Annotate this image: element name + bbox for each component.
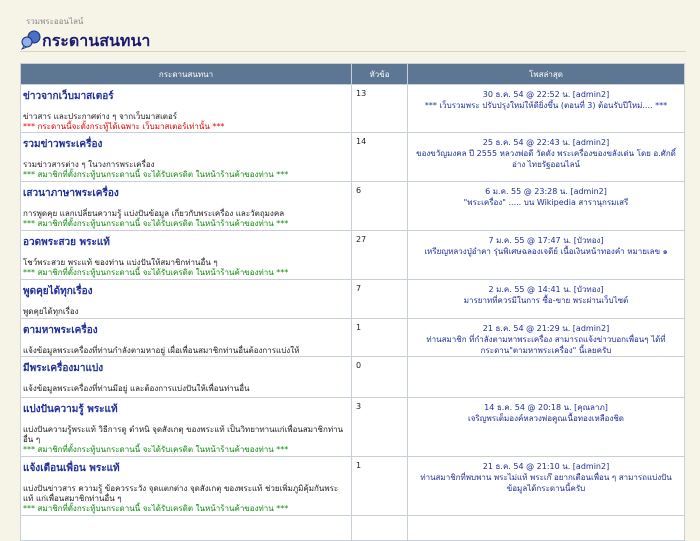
last-post-link[interactable]: ของขวัญมงคล ปี 2555 หลวงพ่อดี วัดดัง พระเครื่องของขลังเด่น โดย อ.ศักดิ์ อ่าง ไทยรัฐออนไลน์ xyxy=(416,149,676,169)
last-post-date[interactable]: 7 ม.ค. 55 @ 17:47 น. [บัวทอง] xyxy=(488,236,604,245)
topic-count: 0 xyxy=(352,357,408,398)
forum-description: แบ่งปันความรู้พระแท้ วิธีการดู ตำหนิ จุดสังเกตุ ของพระแท้ เป็นวิทยาทานแก่เพื่อนสมาชิกท่านอื่น ๆ xyxy=(23,425,344,444)
forum-link-warnings[interactable]: แจ้งเตือนเพื่อน พระแท้ xyxy=(23,463,120,474)
table-row xyxy=(21,280,685,319)
topic-count: 7 xyxy=(352,280,408,319)
forum-description: โชว์พระสวย พระแท้ ของท่าน แบ่งปันให้สมาชิกท่านอื่น ๆ xyxy=(23,258,218,267)
topic-count: 14 xyxy=(352,133,408,182)
table-row xyxy=(21,516,685,541)
forum-note: *** สมาชิกที่ตั้งกระทู้บนกระดานนี้ จะได้รับเครดิต ในหน้าร้านค้าของท่าน *** xyxy=(23,445,289,454)
forum-description: ข่าวสาร และประกาศต่าง ๆ จากเว็บมาสเตอร์ xyxy=(23,112,178,121)
forum-note: *** สมาชิกที่ตั้งกระทู้บนกระดานนี้ จะได้รับเครดิต ในหน้าร้านค้าของท่าน *** xyxy=(23,170,289,179)
forum-link-share-amulets[interactable]: มีพระเครื่องมาแบ่ง xyxy=(23,363,104,374)
topic-count: 13 xyxy=(352,85,408,133)
forum-link-show-amulets[interactable]: อวดพระสวย พระแท้ xyxy=(23,237,110,248)
forum-note: *** กระดานนี้จะตั้งกระทู้ได้เฉพาะ เว็บมาสเตอร์เท่านั้น *** xyxy=(23,122,225,131)
table-header xyxy=(21,64,685,85)
table-row xyxy=(21,182,685,231)
topic-count: 6 xyxy=(352,182,408,231)
table-row xyxy=(21,319,685,357)
page-title: กระดานสนทนา xyxy=(42,31,151,50)
topic-count: 1 xyxy=(352,319,408,357)
forum-description: การพูดคุย แลกเปลี่ยนความรู้ แบ่งปันข้อมูล เกี่ยวกับพระเครื่อง และวัตถุมงคล xyxy=(23,209,285,218)
last-post-date[interactable]: 21 ธ.ค. 54 @ 21:29 น. [admin2] xyxy=(482,324,610,333)
last-post-link[interactable]: *** เว็บรวมพระ ปรับปรุงใหม่ให้ดียิ่งขึ้น (ตอนที่ 3) ต้อนรับปีใหม่.... *** xyxy=(424,101,668,110)
header-last-post: โพสล่าสุด xyxy=(408,64,685,85)
forum-link-knowledge[interactable]: แบ่งปันความรู้ พระแท้ xyxy=(23,404,118,415)
forum-link-webmaster-news[interactable]: ข่าวจากเว็บมาสเตอร์ xyxy=(23,91,114,102)
header-topics: หัวข้อ xyxy=(352,64,408,85)
last-post-date[interactable]: 14 ธ.ค. 54 @ 20:18 น. [คุณลาภ] xyxy=(484,403,608,412)
forum-table xyxy=(20,63,685,541)
last-post-link[interactable]: มารยาทที่ควรมีในการ ซื้อ-ขาย พระผ่านเว็บไซต์ xyxy=(463,296,629,305)
forum-icon xyxy=(20,30,42,50)
forum-description: รวมข่าวสารต่าง ๆ ในวงการพระเครื่อง xyxy=(23,160,155,169)
table-row xyxy=(21,85,685,133)
forum-link-seeking-amulets[interactable]: ตามหาพระเครื่อง xyxy=(23,325,98,336)
forum-note: *** สมาชิกที่ตั้งกระทู้บนกระดานนี้ จะได้รับเครดิต ในหน้าร้านค้าของท่าน *** xyxy=(23,504,289,513)
last-post-date[interactable]: 2 ม.ค. 55 @ 14:41 น. [บัวทอง] xyxy=(488,285,604,294)
forum-link-general-talk[interactable]: พูดคุยได้ทุกเรื่อง xyxy=(23,286,93,297)
table-row xyxy=(21,357,685,398)
forum-description: แจ้งข้อมูลพระเครื่องที่ท่านกำลังตามหาอยู่ เผื่อเพื่อนสมาชิกท่านอื่นต้องการแบ่งให้ xyxy=(23,346,300,355)
last-post-date[interactable]: 25 ธ.ค. 54 @ 22:43 น. [admin2] xyxy=(482,138,610,147)
topic-count: 27 xyxy=(352,231,408,280)
forum-link-amulet-news[interactable]: รวมข่าวพระเครื่อง xyxy=(23,139,103,150)
last-post-link[interactable]: ท่านสมาชิกที่พบพาน พระไม่แท้ พระเก๊ อยากเตือนเพื่อน ๆ สามารถแบ่งปันข้อมูลได้กระดานนี้ครับ xyxy=(420,473,672,493)
topic-count: 3 xyxy=(352,398,408,457)
last-post-date[interactable]: 21 ธ.ค. 54 @ 21:10 น. [admin2] xyxy=(482,462,610,471)
table-row xyxy=(21,133,685,182)
forum-description: แบ่งปันข่าวสาร ความรู้ ข้อควรระวัง จุดแตกต่าง จุดสังเกตุ ของพระแท้ ช่วยเพิ่มภูมิคุ้มกันพระแท้ แก่เพื่อนสมาชิกท่านอื่น ๆ xyxy=(23,484,339,503)
table-row xyxy=(21,231,685,280)
topic-count: 1 xyxy=(352,457,408,516)
forum-description: แจ้งข้อมูลพระเครื่องที่ท่านมีอยู่ และต้องการแบ่งปันให้เพื่อนท่านอื่น xyxy=(23,384,250,393)
last-post-date[interactable]: 30 ธ.ค. 54 @ 22:52 น. [admin2] xyxy=(482,90,610,99)
header-forum: กระดานสนทนา xyxy=(21,64,352,85)
table-row xyxy=(21,398,685,457)
last-post-link[interactable]: เหรียญหลวงปู่อำคา รุ่นพิเศษฉลองเจดีย์ เนื้อเงินหน้าทองคำ หมายเลข ๑ xyxy=(424,247,668,256)
last-post-link[interactable]: ท่านสมาชิก ที่กำลังตามหาพระเครื่อง สามารถแจ้งข่าวบอกเพื่อนๆ ได้ที่ กระดาน"ตามหาพระเครื่อง" นี้เลยครับ xyxy=(426,335,666,355)
last-post-date[interactable]: 6 ม.ค. 55 @ 23:28 น. [admin2] xyxy=(485,187,607,196)
forum-note: *** สมาชิกที่ตั้งกระทู้บนกระดานนี้ จะได้รับเครดิต ในหน้าร้านค้าของท่าน *** xyxy=(23,268,289,277)
last-post-link[interactable]: เจริญพรเต็มองค์หลวงพ่อคูณเนื้อทองเหลืองชิด xyxy=(467,414,625,423)
last-post-link[interactable]: "พระเครื่อง" ..... บน Wikipedia สารานุกรมเสรี xyxy=(463,198,629,207)
forum-link-amulet-talk[interactable]: เสวนาภาษาพระเครื่อง xyxy=(23,188,119,199)
forum-note: *** สมาชิกที่ตั้งกระทู้บนกระดานนี้ จะได้รับเครดิต ในหน้าร้านค้าของท่าน *** xyxy=(23,219,289,228)
forum-description: พูดคุยได้ทุกเรื่อง xyxy=(23,307,79,316)
page-title-bar xyxy=(20,29,686,52)
breadcrumb[interactable]: รวมพระออนไลน์ xyxy=(26,17,84,26)
